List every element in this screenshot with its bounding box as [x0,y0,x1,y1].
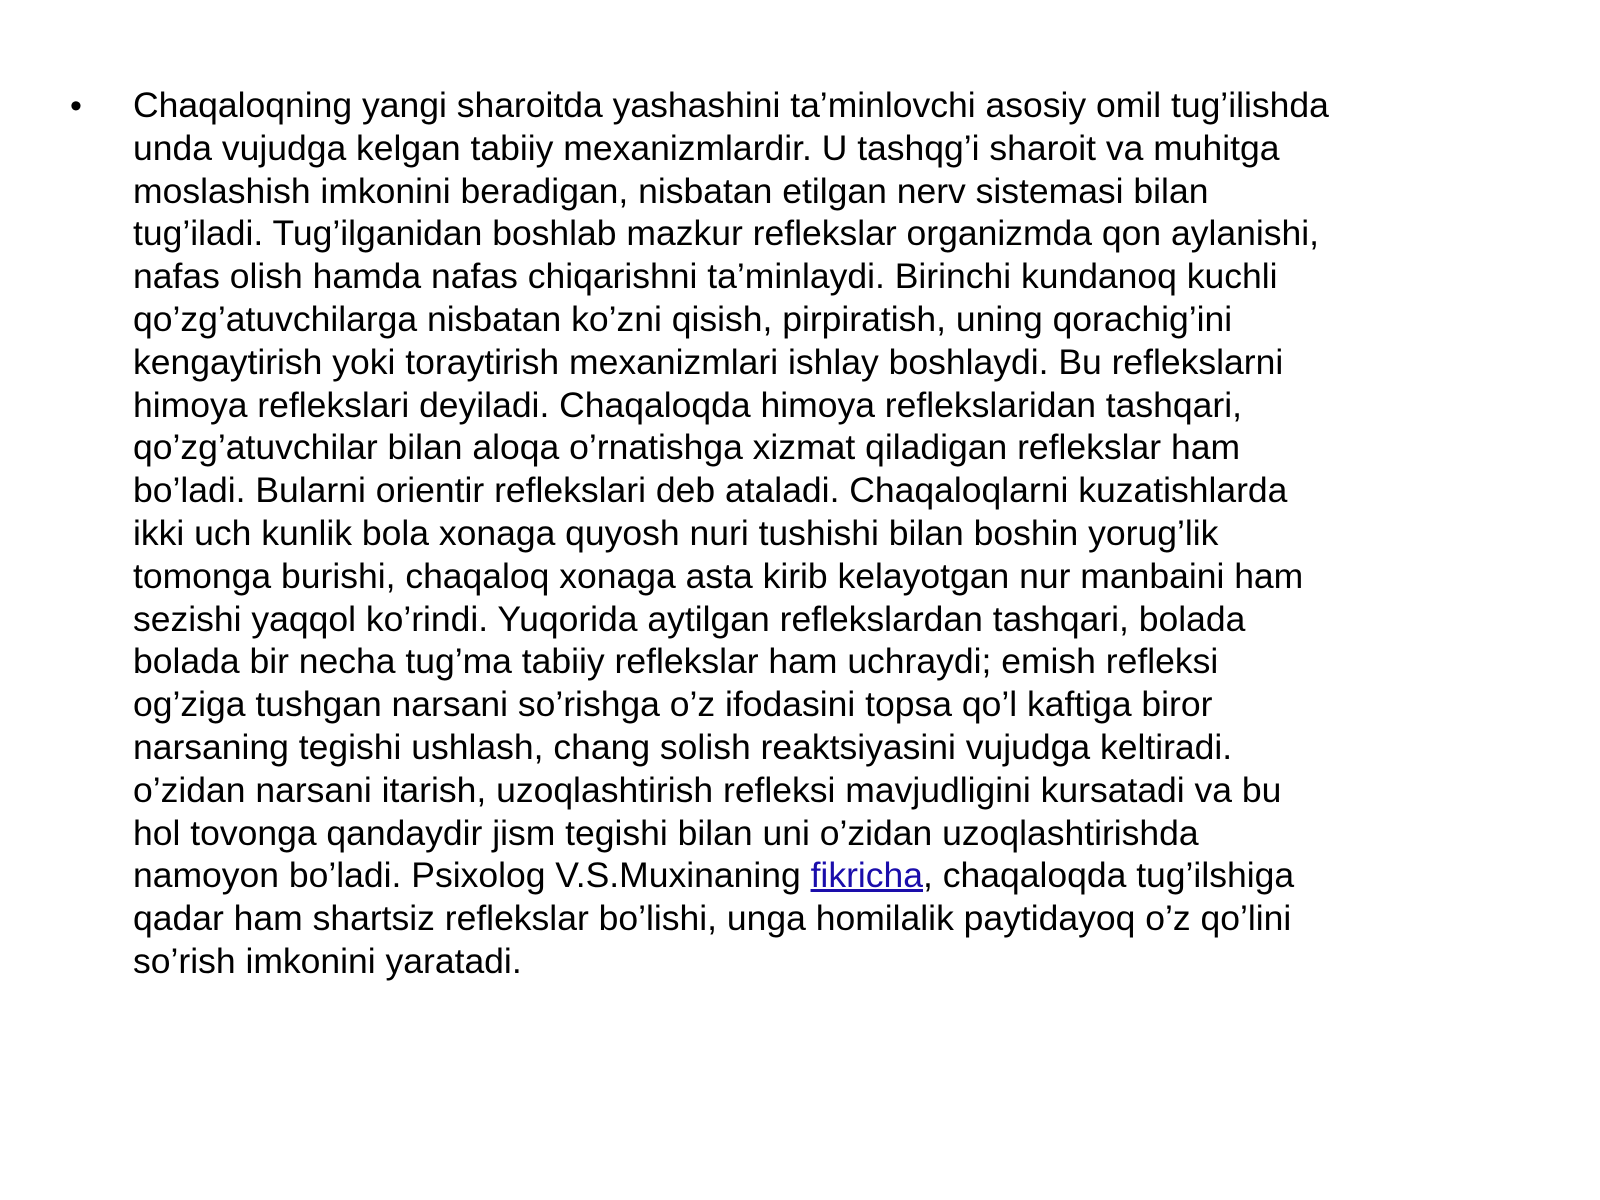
bullet-item [70,84,1530,983]
text-line: nafas olish hamda nafas chiqarishni ta’minlaydi. Birinchi kundanoq kuchli [133,256,1278,297]
text-line: himoya reflekslari deyiladi. Chaqaloqda himoya reflekslaridan tashqari, [133,384,1242,425]
text-line: tug’iladi. Tug’ilganidan boshlab mazkur reflekslar organizmda qon aylanishi, [133,213,1319,254]
text-line: kengaytirish yoki toraytirish mexanizmlari ishlay boshlaydi. Bu reflekslarni [133,341,1284,382]
text-line: qo’zg’atuvchilarga nisbatan ko’zni qisish, pirpiratish, uning qorachig’ini [133,298,1233,339]
text-line: sezishi yaqqol ko’rindi. Yuqorida aytilgan reflekslardan tashqari, bolada [133,598,1246,639]
link-line-suffix: , chaqaloqda tug’ilshiga [923,855,1295,896]
text-line: narsaning tegishi ushlash, chang solish reaktsiyasini vujudga keltiradi. [133,726,1233,767]
bullet-list [70,84,1530,983]
text-line: unda vujudga kelgan tabiiy mexanizmlardir. U tashqg’i sharoit va muhitga [133,127,1280,168]
text-line: hol tovonga qandaydir jism tegishi bilan uni o’zidan uzoqlashtirishda [133,812,1199,853]
text-line: ikki uch kunlik bola xonaga quyosh nuri tushishi bilan boshin yorug’lik [133,512,1219,553]
link-line-prefix: namoyon bo’ladi. Psixolog V.S.Muxinaning [133,855,811,896]
text-line: bolada bir necha tug’ma tabiiy reflekslar ham uchraydi; emish refleksi [133,641,1219,682]
text-line: tomonga burishi, chaqaloq xonaga asta kirib kelayotgan nur manbaini ham [133,555,1304,596]
text-line: so’rish imkonini yaratadi. [133,940,522,981]
text-line: qo’zg’atuvchilar bilan aloqa o’rnatishga xizmat qiladigan reflekslar ham [133,427,1241,468]
text-line: bo’ladi. Bularni orientir reflekslari deb ataladi. Chaqaloqlarni kuzatishlarda [133,470,1288,511]
text-line: o’zidan narsani itarish, uzoqlashtirish refleksi mavjudligini kursatadi va bu [133,769,1282,810]
paragraph-text [133,84,1530,983]
text-line: moslashish imkonini beradigan, nisbatan etilgan nerv sistemasi bilan [133,170,1209,211]
text-line-with-link [133,854,1530,897]
text-line: Chaqaloqning yangi sharoitda yashashini ta’minlovchi asosiy omil tug’ilishda [133,85,1329,125]
text-line: og’ziga tushgan narsani so’rishga o’z ifodasini topsa qo’l kaftiga biror [133,684,1213,725]
fikricha-link[interactable]: fikricha [810,855,924,896]
bullet-dot-icon: • [70,87,82,125]
text-line: qadar ham shartsiz reflekslar bo’lishi, unga homilalik paytidayoq o’z qo’lini [133,898,1292,939]
